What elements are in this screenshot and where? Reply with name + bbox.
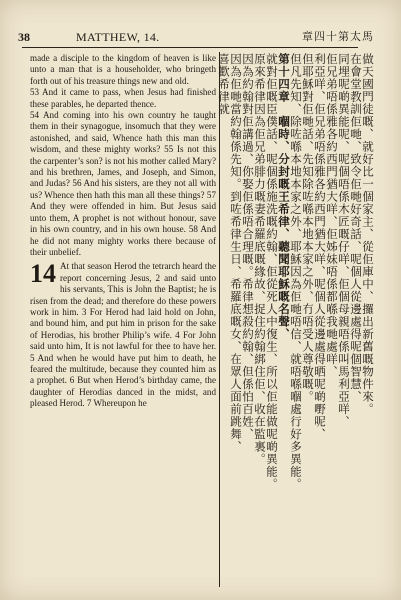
page-header bbox=[14, 28, 388, 46]
chapter-14-block bbox=[30, 261, 216, 409]
chinese-chapter-column: 第十四章 嗰時、分封嘅王希律、聽聞耶穌嘅名聲、 bbox=[277, 53, 291, 341]
chinese-text-column: 因為約翰對佢講過、你娶佢係唔合理嘅。希律想殺約翰、但係怕百姓、 bbox=[241, 53, 255, 441]
intro-text: made a disciple to the kingdom of heaven is like unto a man that is a householder, who bringeth forth out of his treasure things new and old. bbox=[30, 53, 216, 86]
chinese-text-column: 喜歡希律就 bbox=[217, 53, 231, 116]
chinese-text-column: 佢兄弟唔係雅各約西門猶大咩、佢姊妹唔係都喺我哋處咩、 bbox=[325, 53, 339, 378]
chinese-text-column: 就對佢嘅臣僕話、呢個係施洗嘅約翰、佢從死人中復生、所以佢能做呢啲異能。 bbox=[265, 53, 279, 491]
chinese-text-column: 利亞咩、佢兄弟唔係雅各約西門猶大咩、呢個人從邊處得晒呢啲嘢呢、 bbox=[313, 53, 327, 441]
page-number: 38 bbox=[18, 30, 30, 44]
chinese-text-column: 做天國門徒嘅、就好比一個家主、從佢庫中、攞出新舊嘅物件來。 bbox=[361, 53, 375, 416]
chinese-column bbox=[217, 53, 375, 588]
running-title: MATTHEW, 14. bbox=[76, 30, 160, 44]
header-rule bbox=[22, 47, 358, 48]
chinese-text-column: 原來希律因為佢兄弟腓力嘅妻希羅底嘅緣故、捉住約翰綁住佢、收在監裏。 bbox=[253, 53, 267, 466]
chinese-text-column: 但耶穌對佢哋話、先知除咗喺本地本家之外、冇唔受人尊敬嘅。 bbox=[301, 53, 315, 403]
chinese-running-heading: 章四十第太馬 bbox=[302, 30, 374, 43]
chinese-text-column: 同埋呢啲異能呢、呢個唔係木匠嘅仔咩、佢個母親唔係叫馬利亞咩、 bbox=[337, 53, 351, 428]
chinese-text-column: 但凡先知、除咗喺本地本家之外、耶穌因為佢哋唔信、就唔喺嗰處行好多異能。 bbox=[289, 53, 303, 491]
verses-54-58: 54 And coming into his own country he taught them in their synagogue, insomuch that they were astonished, and said, Whence hath this man this wisdom, and these mighty works? 55 Is not this the carpenter’s son? is not his mother called Mary? and his brethren, James, and Joseph, and Simon, and Judas? 56 And his sisters, are they not all with us? Whence then hath this man all these things? 57 And they were offended in him. But Jesus said unto them, A prophet is not without honour, save in his own country, and in his own house. 58 And he did not many mighty works there because of their unbelief. bbox=[30, 110, 216, 257]
english-column bbox=[30, 53, 216, 588]
chinese-text-column: 因為佢哋當約翰係先知。到咗希律生日、希羅底嘅女、在眾人面前跳舞、 bbox=[229, 53, 243, 453]
chapter-number: 14 bbox=[30, 259, 56, 289]
chapter-14-text: At that season Herod the tetrarch heard the report concerning Jesus, 2 and said unto his servants, This is John the Baptist; he is risen from the dead; and therefore do these powers work in him. 3 For Herod had laid hold on John, and bound him, and put him in prison for the sake of Herodias, his brother Philip’s wife. 4 For John said unto him, It is not lawful for thee to have her. 5 And when he would have put him to death, he feared the multitude, because they counted him as a prophet. 6 But when Herod’s birthday came, the daughter of Herodias danced in the midst, and pleased Herod. 7 Whereupon he bbox=[30, 261, 216, 409]
verse-53: 53 And it came to pass, when Jesus had finished these parables, he departed thence. bbox=[30, 87, 216, 109]
chinese-text-column: 在會堂教訓佢哋、致令佢哋好奇話、呢個人從邊處得呢個智慧、 bbox=[349, 53, 363, 403]
